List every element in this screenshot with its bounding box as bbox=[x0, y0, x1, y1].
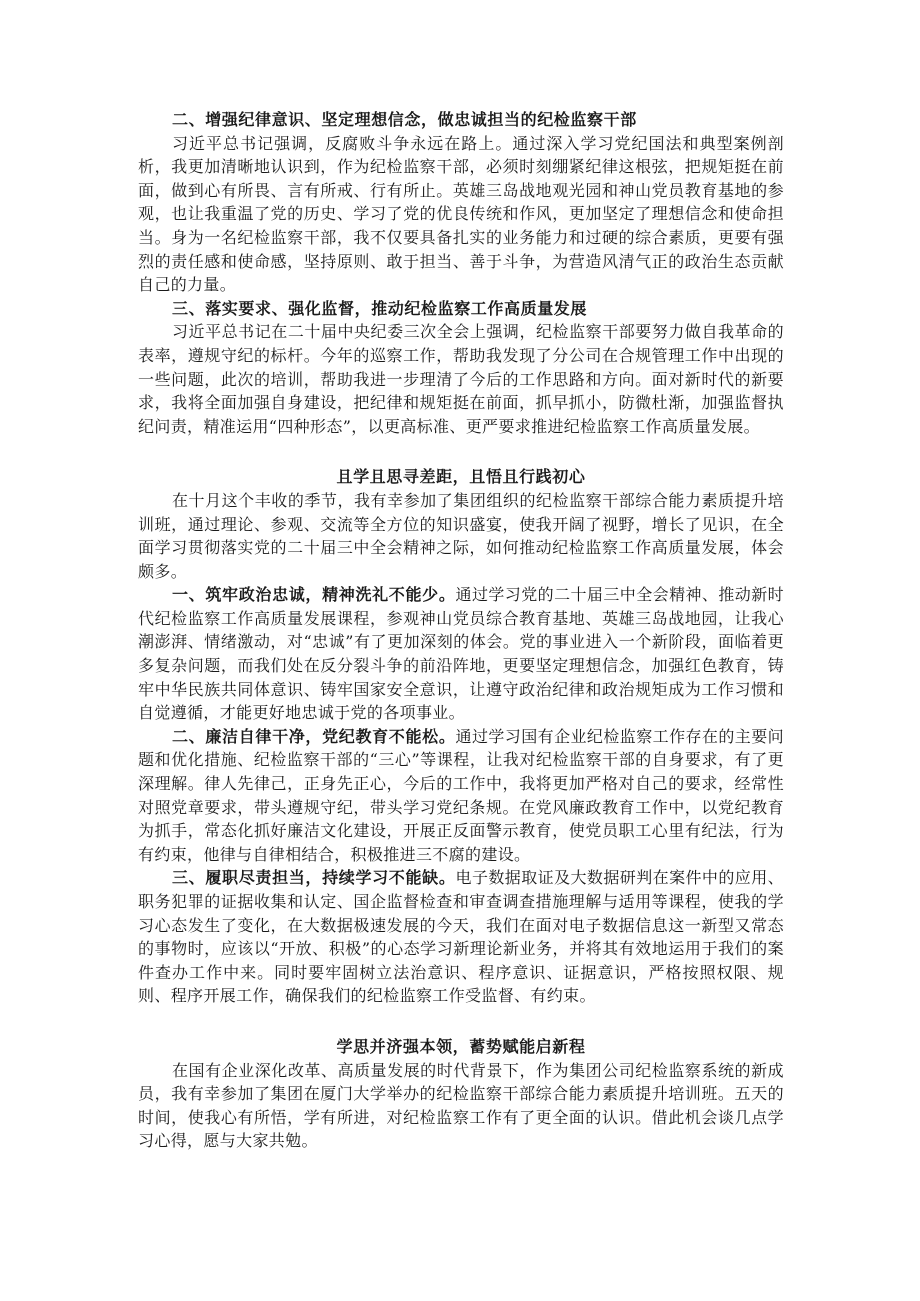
paragraph-text: 通过学习党的二十届三中全会精神、推动新时代纪检监察工作高质量发展课程，参观神山党员综合教育基地、英雄三岛战地园，让我心潮澎湃、情绪激动，对“忠诚”有了更加深刻的体会。党的事业进入一个新阶段，面临着更多复杂问题，而我们处在反分裂斗争的前沿阵地，更要坚定理想信念，加强红色教育，铸牢中华民族共同体意识、铸牢国家安全意识，让遵守政治纪律和政治规矩成为工作习惯和自觉遵循，才能更好地忠诚于党的各项事业。 bbox=[138, 585, 784, 723]
article-title: 且学且思寻差距，且悟且行践初心 bbox=[336, 467, 586, 487]
body-paragraph bbox=[138, 866, 784, 1008]
document-body bbox=[138, 108, 784, 1153]
paragraph-lead: 一、筑牢政治忠诚，精神洗礼不能少。 bbox=[172, 585, 456, 605]
body-paragraph bbox=[138, 725, 784, 867]
article-title: 学思并济强本领，蓄势赋能启新程 bbox=[336, 1036, 586, 1056]
paragraph-lead: 三、履职尽责担当，持续学习不能缺。 bbox=[172, 868, 456, 888]
section-spacer bbox=[138, 1008, 784, 1035]
paragraph-text: 电子数据取证及大数据研判在案件中的应用、职务犯罪的证据收集和认定、国企监督检查和审查调查措施理解与适用等课程，使我的学习心态发生了变化，在大数据极速发展的今天，我们在面对电子数据信息这一新型又常态的事物时，应该以“开放、积极”的心态学习新理论新业务，并将其有效地运用于我们的案件查办工作中来。同时要牢固树立法治意识、程序意识、证据意识，严格按照权限、规则、程序开展工作，确保我们的纪检监察工作受监督、有约束。 bbox=[138, 868, 784, 1006]
section-spacer bbox=[138, 438, 784, 465]
body-paragraph: 习近平总书记在二十届中央纪委三次全会上强调，纪检监察干部要努力做自我革命的表率，遵规守纪的标杆。今年的巡察工作，帮助我发现了分公司在合规管理工作中出现的一些问题，此次的培训，帮助我进一步理清了今后的工作思路和方向。面对新时代的新要求，我将全面加强自身建设，把纪律和规矩挺在前面，抓早抓小，防微杜渐，加强监督执纪问责，精准运用“四种形态”，以更高标准、更严要求推进纪检监察工作高质量发展。 bbox=[138, 322, 784, 436]
paragraph-lead: 二、廉洁自律干净，党纪教育不能松。 bbox=[172, 726, 456, 746]
section-heading: 三、落实要求、强化监督，推动纪检监察工作高质量发展 bbox=[172, 298, 588, 318]
body-paragraph: 习近平总书记强调，反腐败斗争永远在路上。通过深入学习党纪国法和典型案例剖析，我更加清晰地认识到，作为纪检监察干部，必须时刻绷紧纪律这根弦，把规矩挺在前面，做到心有所畏、言有所戒、行有所止。英雄三岛战地观光园和神山党员教育基地的参观，也让我重温了党的历史、学习了党的优良传统和作风，更加坚定了理想信念和使命担当。身为一名纪检监察干部，我不仅要具备扎实的业务能力和过硬的综合素质，更要有强烈的责任感和使命感，坚持原则、敢于担当、善于斗争，为营造风清气正的政治生态贡献自己的力量。 bbox=[138, 133, 784, 295]
intro-paragraph: 在国有企业深化改革、高质量发展的时代背景下，作为集团公司纪检监察系统的新成员，我有幸参加了集团在厦门大学举办的纪检监察干部综合能力素质提升培训班。五天的时间，使我心有所悟，学有所进，对纪检监察工作有了更全面的认识。借此机会谈几点学习心得，愿与大家共勉。 bbox=[138, 1060, 784, 1151]
section-heading: 二、增强纪律意识、坚定理想信念，做忠诚担当的纪检监察干部 bbox=[172, 110, 637, 129]
body-paragraph bbox=[138, 583, 784, 725]
paragraph-text: 通过学习国有企业纪检监察工作存在的主要问题和优化措施、纪检监察干部的“三心”等课程，让我对纪检监察干部的自身要求，有了更深理解。律人先律己，正身先正心，今后的工作中，我将更加严格对自己的要求，经常性对照党章要求，带头遵规守纪，带头学习党纪条规。在党风廉政教育工作中，以党纪教育为抓手，常态化抓好廉洁文化建设，开展正反面警示教育，使党员职工心里有纪法，行为有约束，他律与自律相结合，积极推进三不腐的建设。 bbox=[138, 726, 784, 864]
intro-paragraph: 在十月这个丰收的季节，我有幸参加了集团组织的纪检监察干部综合能力素质提升培训班，通过理论、参观、交流等全方位的知识盛宴，使我开阔了视野，增长了见识，在全面学习贯彻落实党的二十届三中全会精神之际，如何推动纪检监察工作高质量发展，体会颇多。 bbox=[138, 490, 784, 581]
